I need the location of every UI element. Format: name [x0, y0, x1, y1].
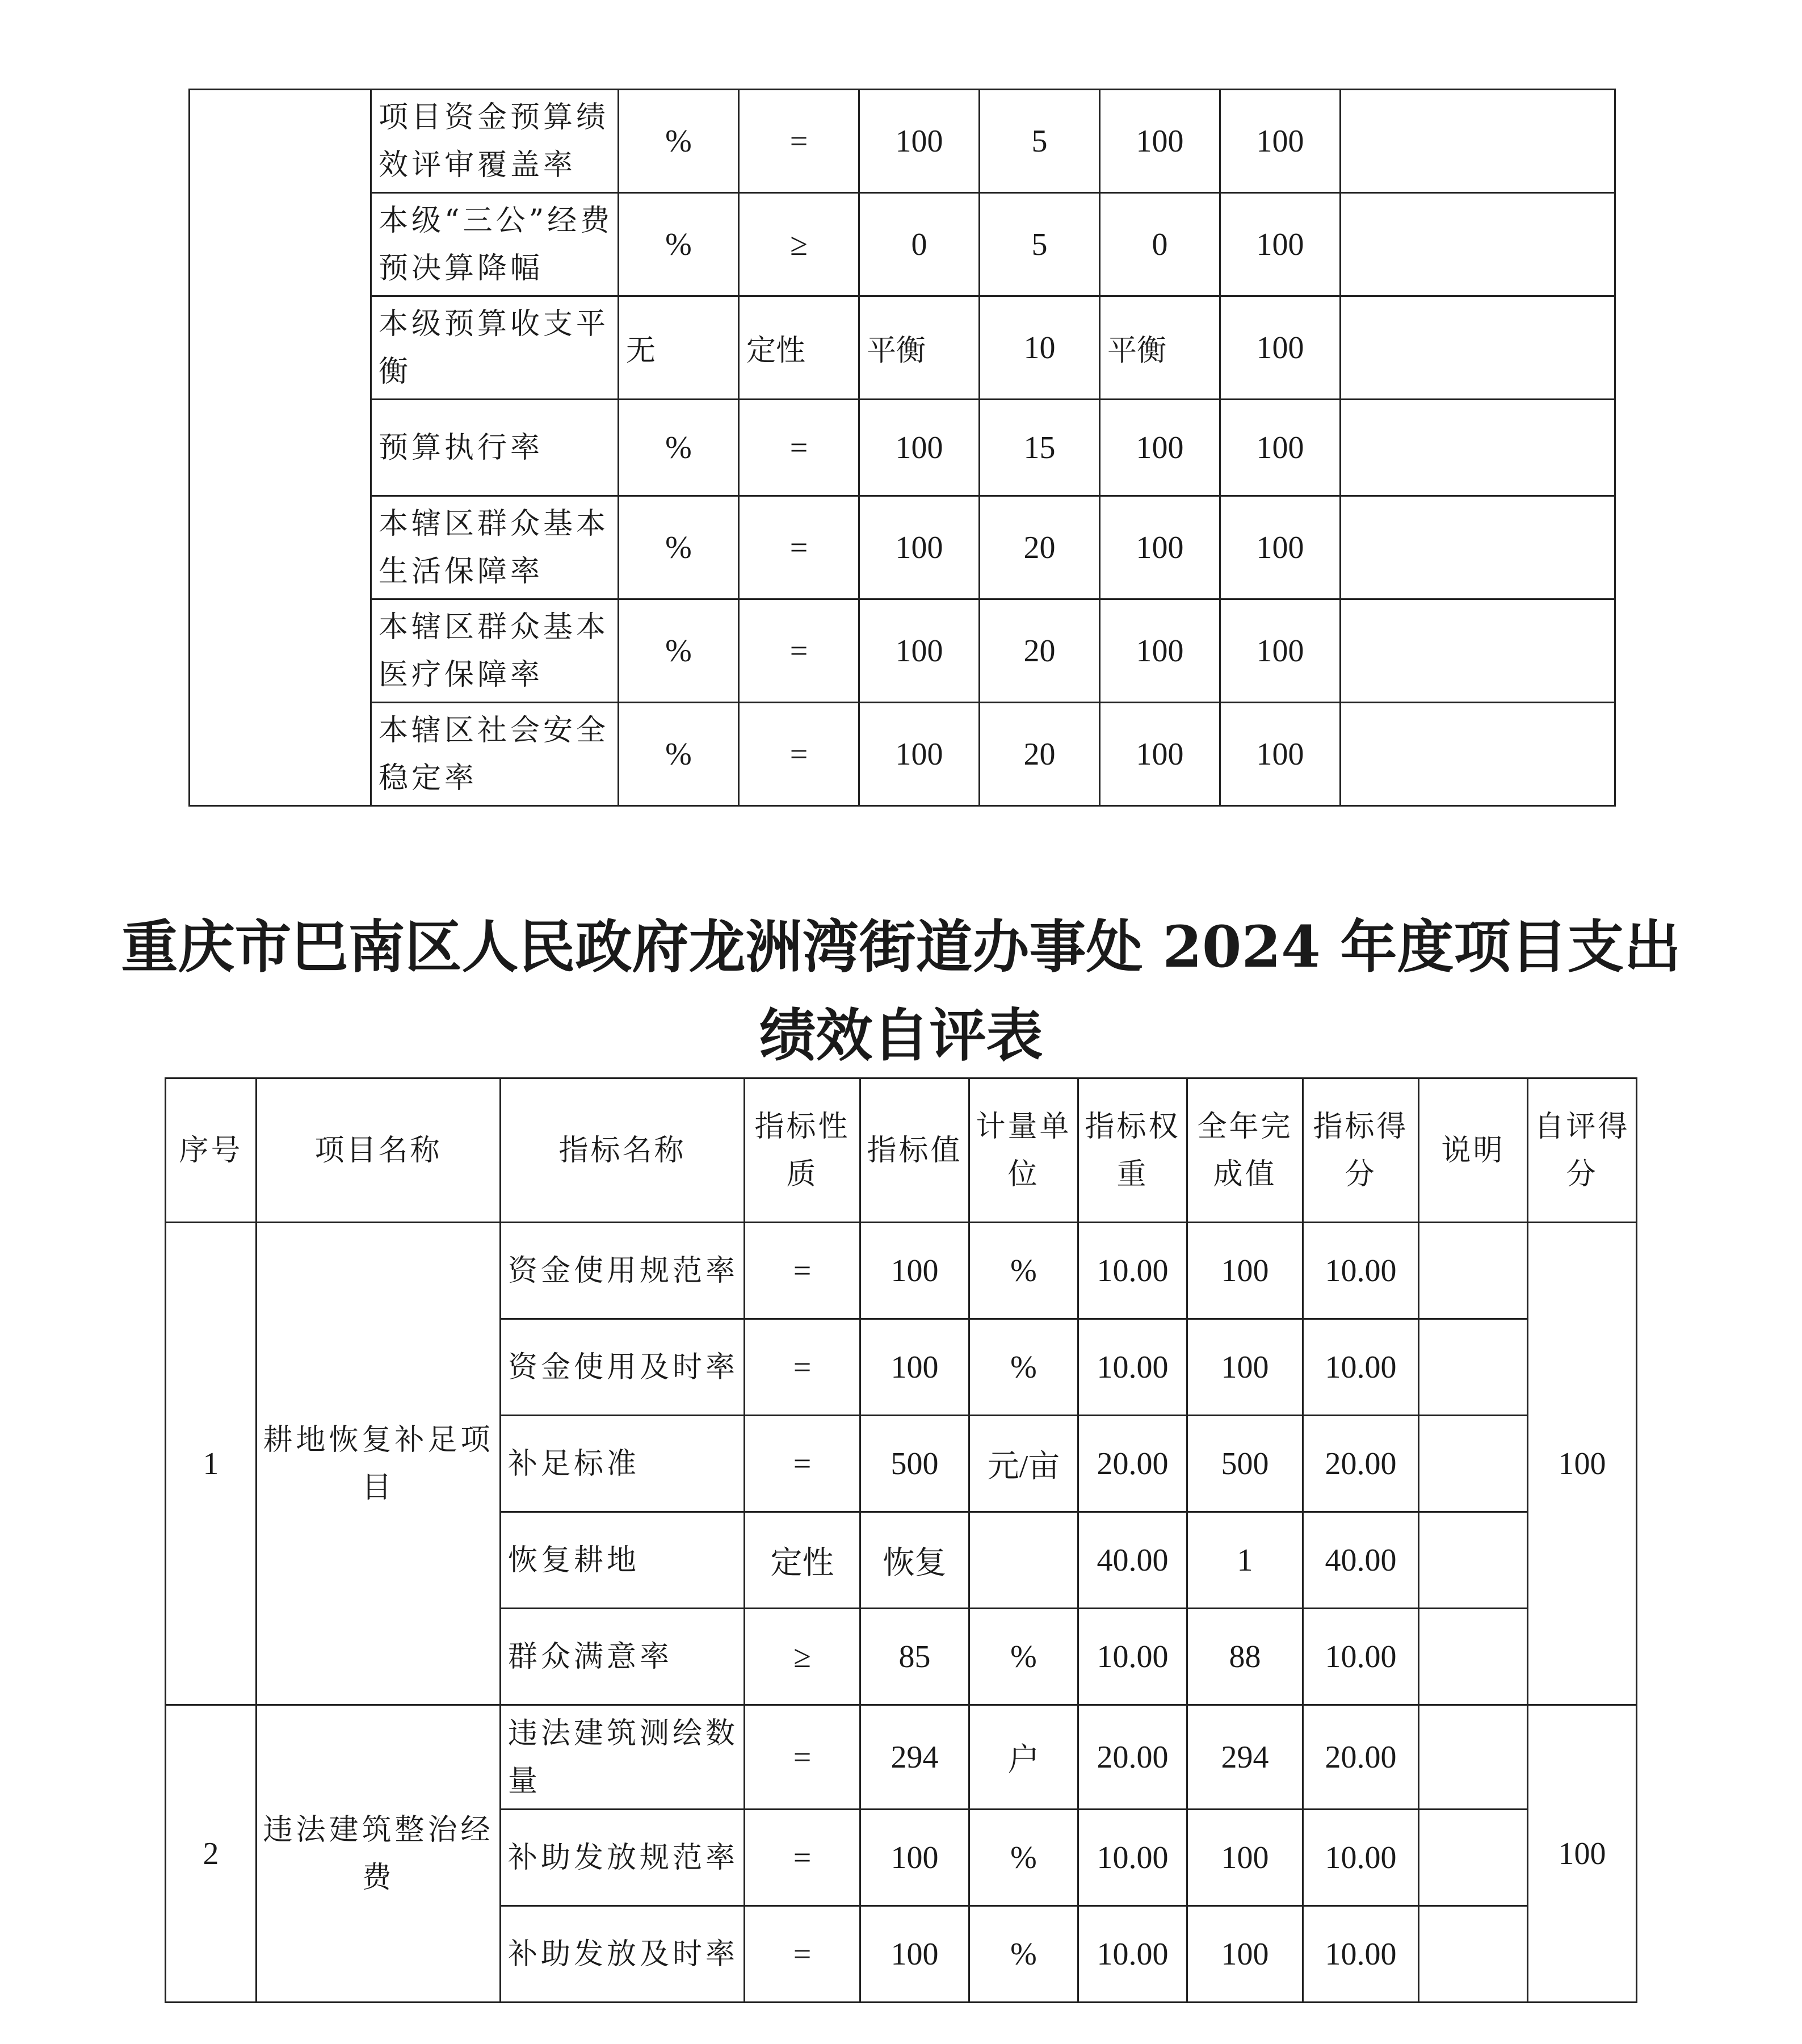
weight-cell: 5 [980, 193, 1100, 296]
operator-cell: = [739, 90, 859, 193]
operator-cell: = [739, 703, 859, 806]
target-cell: 100 [859, 599, 980, 703]
project-number: 2 [166, 1705, 257, 2003]
table-row [166, 1705, 1637, 1810]
target-cell: 平衡 [859, 296, 980, 400]
weight-cell: 15 [980, 400, 1100, 496]
indicator-unit: % [969, 1906, 1078, 2003]
project-name: 违法建筑整治经费 [257, 1705, 501, 2003]
indicator-actual: 100 [1187, 1810, 1303, 1906]
operator-cell: = [739, 599, 859, 703]
indicator-name: 补足标准 [501, 1416, 745, 1512]
continued-indicator-table [188, 89, 1616, 807]
indicator-name: 本辖区社会安全稳定率 [371, 703, 619, 806]
score-cell: 100 [1220, 703, 1341, 806]
actual-cell: 100 [1100, 90, 1220, 193]
indicator-value: 85 [860, 1609, 969, 1705]
indicator-nature: = [745, 1416, 860, 1512]
operator-cell: = [739, 400, 859, 496]
project-name: 耕地恢复补足项目 [257, 1223, 501, 1705]
indicator-score: 10.00 [1303, 1906, 1419, 2003]
note-cell [1341, 400, 1615, 496]
table-row [166, 1223, 1637, 1319]
category-cell [190, 90, 371, 806]
indicator-score: 20.00 [1303, 1416, 1419, 1512]
indicator-unit: % [969, 1810, 1078, 1906]
header-cell: 指标名称 [501, 1078, 745, 1223]
indicator-name: 补助发放规范率 [501, 1810, 745, 1906]
indicator-value: 294 [860, 1705, 969, 1810]
indicator-name: 本级“三公”经费预决算降幅 [371, 193, 619, 296]
header-row [166, 1078, 1637, 1223]
header-cell: 说明 [1419, 1078, 1528, 1223]
indicator-value: 100 [860, 1223, 969, 1319]
indicator-nature: = [745, 1810, 860, 1906]
actual-cell: 100 [1100, 496, 1220, 599]
score-cell: 100 [1220, 90, 1341, 193]
indicator-score: 40.00 [1303, 1512, 1419, 1609]
actual-cell: 平衡 [1100, 296, 1220, 400]
indicator-note [1419, 1906, 1528, 2003]
score-cell: 100 [1220, 599, 1341, 703]
self-score: 100 [1528, 1705, 1637, 2003]
target-cell: 100 [859, 400, 980, 496]
table-row [190, 599, 1615, 703]
table-row [190, 400, 1615, 496]
note-cell [1341, 296, 1615, 400]
indicator-note [1419, 1512, 1528, 1609]
indicator-name: 违法建筑测绘数量 [501, 1705, 745, 1810]
indicator-weight: 20.00 [1078, 1705, 1187, 1810]
indicator-nature: = [745, 1319, 860, 1416]
target-cell: 100 [859, 90, 980, 193]
indicator-name: 资金使用规范率 [501, 1223, 745, 1319]
note-cell [1341, 496, 1615, 599]
indicator-score: 20.00 [1303, 1705, 1419, 1810]
table-row [190, 296, 1615, 400]
header-cell: 全年完成值 [1187, 1078, 1303, 1223]
indicator-note [1419, 1319, 1528, 1416]
indicator-note [1419, 1223, 1528, 1319]
indicator-value: 100 [860, 1319, 969, 1416]
indicator-weight: 10.00 [1078, 1319, 1187, 1416]
indicator-name: 补助发放及时率 [501, 1906, 745, 2003]
indicator-weight: 10.00 [1078, 1609, 1187, 1705]
unit-cell: % [619, 90, 739, 193]
table-row [190, 703, 1615, 806]
indicator-actual: 100 [1187, 1223, 1303, 1319]
unit-cell: % [619, 703, 739, 806]
indicator-note [1419, 1609, 1528, 1705]
actual-cell: 100 [1100, 703, 1220, 806]
title-line-1: 重庆市巴南区人民政府龙洲湾街道办事处 2024 年度项目支出 [121, 913, 1681, 980]
weight-cell: 20 [980, 599, 1100, 703]
indicator-actual: 500 [1187, 1416, 1303, 1512]
header-cell: 计量单位 [969, 1078, 1078, 1223]
target-cell: 0 [859, 193, 980, 296]
indicator-nature: ≥ [745, 1609, 860, 1705]
indicator-actual: 294 [1187, 1705, 1303, 1810]
indicator-weight: 20.00 [1078, 1416, 1187, 1512]
indicator-note [1419, 1810, 1528, 1906]
header-cell: 序号 [166, 1078, 257, 1223]
indicator-weight: 10.00 [1078, 1810, 1187, 1906]
indicator-actual: 1 [1187, 1512, 1303, 1609]
indicator-name: 本级预算收支平衡 [371, 296, 619, 400]
note-cell [1341, 703, 1615, 806]
indicator-name: 群众满意率 [501, 1609, 745, 1705]
score-cell: 100 [1220, 496, 1341, 599]
table-row [190, 496, 1615, 599]
unit-cell: % [619, 193, 739, 296]
indicator-name: 本辖区群众基本医疗保障率 [371, 599, 619, 703]
header-cell: 指标得分 [1303, 1078, 1419, 1223]
indicator-value: 100 [860, 1906, 969, 2003]
indicator-value: 500 [860, 1416, 969, 1512]
weight-cell: 20 [980, 703, 1100, 806]
indicator-unit: % [969, 1223, 1078, 1319]
note-cell [1341, 599, 1615, 703]
score-cell: 100 [1220, 193, 1341, 296]
indicator-unit: 元/亩 [969, 1416, 1078, 1512]
indicator-actual: 100 [1187, 1906, 1303, 2003]
operator-cell: = [739, 496, 859, 599]
indicator-nature: = [745, 1223, 860, 1319]
indicator-score: 10.00 [1303, 1810, 1419, 1906]
indicator-unit [969, 1512, 1078, 1609]
operator-cell: ≥ [739, 193, 859, 296]
indicator-value: 恢复 [860, 1512, 969, 1609]
unit-cell: % [619, 599, 739, 703]
weight-cell: 5 [980, 90, 1100, 193]
indicator-name: 预算执行率 [371, 400, 619, 496]
indicator-score: 10.00 [1303, 1319, 1419, 1416]
unit-cell: 无 [619, 296, 739, 400]
indicator-actual: 100 [1187, 1319, 1303, 1416]
header-cell: 项目名称 [257, 1078, 501, 1223]
actual-cell: 100 [1100, 599, 1220, 703]
operator-cell: 定性 [739, 296, 859, 400]
page-title [0, 903, 1802, 1080]
actual-cell: 0 [1100, 193, 1220, 296]
indicator-name: 项目资金预算绩效评审覆盖率 [371, 90, 619, 193]
target-cell: 100 [859, 496, 980, 599]
table-row [190, 193, 1615, 296]
indicator-unit: % [969, 1319, 1078, 1416]
indicator-value: 100 [860, 1810, 969, 1906]
indicator-weight: 10.00 [1078, 1223, 1187, 1319]
indicator-note [1419, 1705, 1528, 1810]
indicator-name: 恢复耕地 [501, 1512, 745, 1609]
actual-cell: 100 [1100, 400, 1220, 496]
unit-cell: % [619, 496, 739, 599]
table-row [190, 90, 1615, 193]
indicator-weight: 40.00 [1078, 1512, 1187, 1609]
unit-cell: % [619, 400, 739, 496]
indicator-actual: 88 [1187, 1609, 1303, 1705]
header-cell: 指标权重 [1078, 1078, 1187, 1223]
indicator-weight: 10.00 [1078, 1906, 1187, 2003]
weight-cell: 20 [980, 496, 1100, 599]
header-cell: 自评得分 [1528, 1078, 1637, 1223]
self-evaluation-table [165, 1077, 1637, 2003]
indicator-name: 本辖区群众基本生活保障率 [371, 496, 619, 599]
indicator-nature: = [745, 1705, 860, 1810]
indicator-note [1419, 1416, 1528, 1512]
indicator-unit: % [969, 1609, 1078, 1705]
header-cell: 指标性质 [745, 1078, 860, 1223]
header-cell: 指标值 [860, 1078, 969, 1223]
indicator-nature: = [745, 1906, 860, 2003]
score-cell: 100 [1220, 296, 1341, 400]
score-cell: 100 [1220, 400, 1341, 496]
note-cell [1341, 193, 1615, 296]
note-cell [1341, 90, 1615, 193]
self-score: 100 [1528, 1223, 1637, 1705]
indicator-score: 10.00 [1303, 1609, 1419, 1705]
indicator-nature: 定性 [745, 1512, 860, 1609]
project-number: 1 [166, 1223, 257, 1705]
title-line-2: 绩效自评表 [759, 1002, 1043, 1069]
target-cell: 100 [859, 703, 980, 806]
weight-cell: 10 [980, 296, 1100, 400]
indicator-score: 10.00 [1303, 1223, 1419, 1319]
indicator-name: 资金使用及时率 [501, 1319, 745, 1416]
indicator-unit: 户 [969, 1705, 1078, 1810]
